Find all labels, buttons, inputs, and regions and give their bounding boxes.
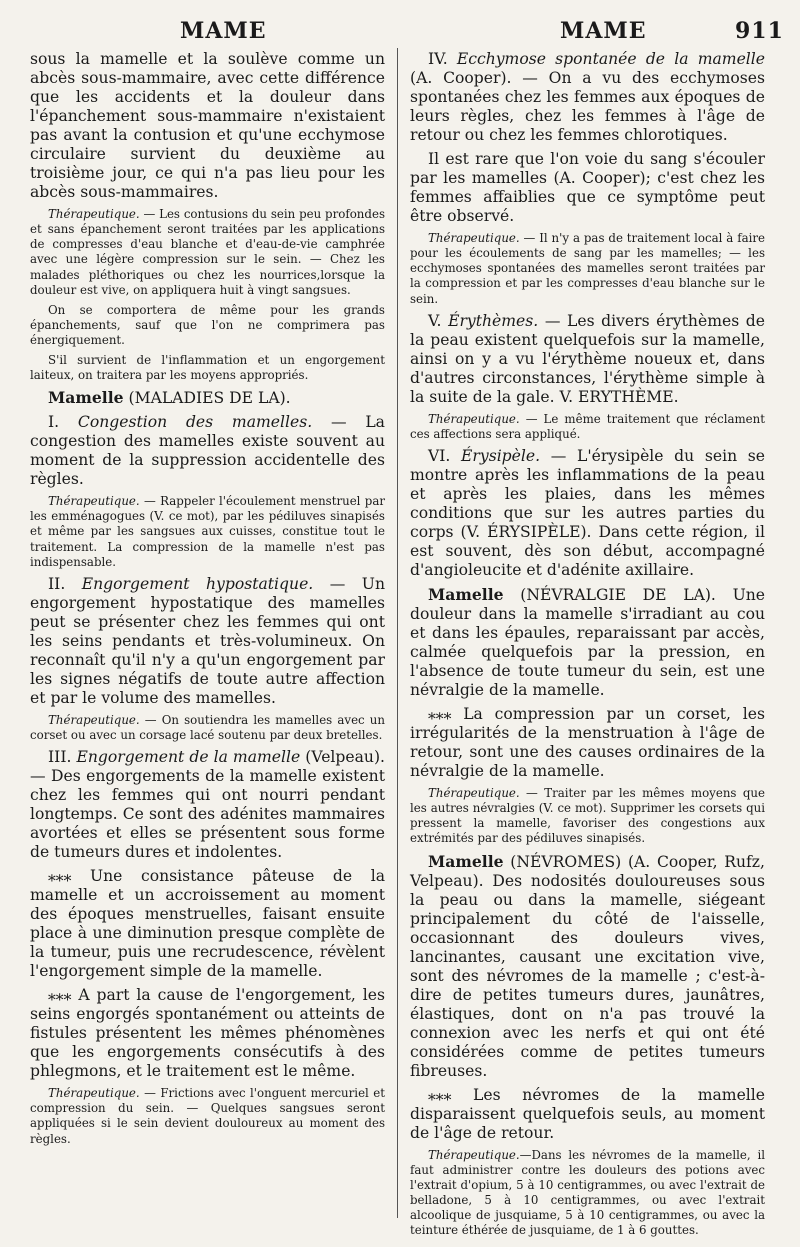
therapeutics-text: —Dans les névromes de la mamelle, il faut administrer contre les douleurs des potions avec l'extrait d'opium, 5 à 10 centigrammes, ou avec l'extrait de belladone, 5 à 10 centigrammes, ou avec l'extrait alcoolique de jusquiame, 5 à 10 centigrammes, ou avec la teinture éthérée de jusquiame, de 1 à 6 gouttes.	[410, 1147, 765, 1238]
therapeutics-paragraph	[410, 1148, 765, 1239]
therapeutics-label: Thérapeutique.	[428, 1147, 520, 1162]
section-text: — L'érysipèle du sein se montre après les inflammations de la peau et après les plaies, dans les mêmes conditions que sur les autres parties du corps (V. ÉRYSIPÈLE). Dans cette région, il est souvent, dès son début, accompagné d'angioleucite et d'adénite axillaire.	[410, 446, 765, 579]
therapeutics-text: — Le même traitement que réclament ces affections sera appliqué.	[410, 411, 765, 441]
therapeutics-label: Thérapeutique.	[48, 1086, 140, 1101]
entry-word: Mamelle	[428, 851, 504, 871]
section-title: Engorgement hypostatique.	[81, 574, 314, 593]
paragraph: Il est rare que l'on voie du sang s'écouler par les mamelles (A. Cooper); c'est chez les femmes affaiblies que ce symptôme peut être observé.	[410, 150, 765, 226]
therapeutics-label: Thérapeutique.	[428, 231, 520, 246]
running-head-right: MAME	[560, 18, 647, 44]
therapeutics-label: Thérapeutique.	[428, 786, 520, 801]
section-number: III.	[48, 748, 72, 766]
paragraph: ⁎⁎⁎ Une consistance pâteuse de la mamelle et un accroissement au moment des époques menstruelles, faisant ensuite place à une diminution presque complète de la tumeur, puis une recrudescence, révèlent l'engorgement simple de la mamelle.	[30, 867, 385, 981]
entry-word: Mamelle	[428, 584, 504, 604]
therapeutics-paragraph	[30, 494, 385, 569]
therapeutics-text: — Il n'y a pas de traitement local à faire pour les écoulements de sang par les mamelles; — les ecchymoses spontanées des mamelles seront traitées par la compression et par les compresses d'eau blanche sur le sein.	[410, 231, 765, 306]
entry-subtitle: (MALADIES DE LA).	[123, 389, 291, 408]
therapeutics-label: Thérapeutique.	[428, 411, 520, 426]
paragraph: ⁎⁎⁎ La compression par un corset, les irrégularités de la menstruation à l'âge de retour, sont une des causes ordinaires de la névralgie de la mamelle.	[410, 705, 765, 781]
section	[30, 748, 385, 862]
paragraph: ⁎⁎⁎ Les névromes de la mamelle disparaissent quelquefois seuls, au moment de l'âge de retour.	[410, 1085, 765, 1142]
paragraph: sous la mamelle et la soulève comme un abcès sous-mammaire, avec cette différence que les accidents et la douleur dans l'épanchement sous-mammaire n'existaient pas avant la contusion et qu'une ecchymose circulaire survient du deuxième au troisième jour, ce qui n'a pas lieu pour les abcès sous-mammaires.	[30, 50, 385, 202]
section-title: Congestion des mamelles.	[77, 413, 313, 432]
therapeutics-text: — Les contusions du sein peu profondes et sans épanchement seront traitées par les applications de compresses d'eau blanche et d'eau-de-vie camphrée avec une légère compression sur le sein. — Chez les malades pléthoriques ou chez les nourrices,lorsque la douleur est vive, on appliquera huit à vingt sangsues.	[30, 207, 385, 297]
section-number: I.	[48, 413, 60, 432]
section-text: (Velpeau). — Des engorgements de la mamelle existent chez les femmes qui ont nourri pendant longtemps. Ce sont des adénites mammaires avortées et elles se présentent sous forme de tumeurs dures et indolentes.	[30, 748, 386, 862]
therapeutics-text: — On soutiendra les mamelles avec un corset ou avec un corsage lacé soutenu par deux bretelles.	[30, 712, 385, 742]
therapeutics-label: Thérapeutique.	[48, 712, 140, 727]
section-text: (A. Cooper). — On a vu des ecchymoses spontanées chez les femmes aux époques de leurs règles, chez les femmes à l'âge de retour ou chez les femmes chlorotiques.	[410, 69, 765, 145]
paragraph: ⁎⁎⁎ A part la cause de l'engorgement, les seins engorgés spontanément ou atteints de fistules présentent les mêmes phénomènes que les engorgements consécutifs à des phlegmons, et le traitement est le même.	[30, 986, 385, 1081]
therapeutics-label: Thérapeutique.	[48, 207, 140, 222]
entry-paragraph	[410, 852, 765, 1081]
section	[410, 312, 765, 407]
entry-paragraph	[410, 585, 765, 700]
section-text: — Un engorgement hypostatique des mamelles peut se présenter chez les femmes qui ont les seins pendants et très-volumineux. On reconnaît qu'il n'y a qu'un engorgement par les signes négatifs de toute autre affection et par le volume des mamelles.	[30, 574, 385, 707]
section	[30, 575, 385, 708]
entry-subtitle: (NÉVROMES)	[503, 852, 622, 871]
therapeutics-paragraph	[410, 786, 765, 846]
therapeutics-label: Thérapeutique.	[48, 494, 140, 509]
section-text: — Les divers érythèmes de la peau existent quelquefois sur la mamelle, ainsi on y a vu l'érythème noueux et, dans d'autres circonstances, l'érythème simple à la suite de la gale. V. ERYTHÈME.	[410, 311, 765, 406]
section-number: VI.	[428, 446, 451, 465]
section-text: — La congestion des mamelles existe souvent au moment de la suppression accidentelle des règles.	[30, 413, 385, 489]
section	[410, 447, 765, 580]
section-number: II.	[48, 574, 66, 593]
therapeutics-text: — Traiter par les mêmes moyens que les autres névralgies (V. ce mot). Supprimer les corsets qui pressent la mamelle, favoriser des congestions aux extrémités par des pédiluves sinapisés.	[410, 786, 765, 846]
paragraph: S'il survient de l'inflammation et un engorgement laiteux, on traitera par les moyens appropriés.	[30, 352, 385, 383]
entry-heading	[30, 388, 385, 408]
paragraph: On se comportera de même pour les grands épanchements, sauf que l'on ne comprimera pas énergiquement.	[30, 302, 385, 347]
therapeutics-text: — Rappeler l'écoulement menstruel par les emménagogues (V. ce mot), par les pédiluves sinapisés et même par les sangsues aux cuisses, constitue tout le traitement. La compression de la mamelle n'est pas indispensable.	[30, 494, 385, 569]
section	[30, 413, 385, 489]
section-title: Érythèmes.	[448, 311, 539, 330]
therapeutics-paragraph	[30, 207, 385, 298]
therapeutics-paragraph	[30, 1086, 385, 1146]
entry-text: Une douleur dans la mamelle s'irradiant au cou et dans les épaules, reparaissant par accès, calmée quelquefois par la pression, en l'absence de toute tumeur du sein, est une névralgie de la mamelle.	[410, 585, 765, 700]
therapeutics-paragraph	[410, 231, 765, 306]
right-column	[410, 50, 765, 1243]
section	[410, 50, 765, 145]
entry-subtitle: (NÉVRALGIE DE LA).	[503, 585, 716, 604]
therapeutics-paragraph	[30, 713, 385, 743]
section-title: Engorgement de la mamelle	[76, 748, 301, 766]
section-title: Ecchymose spontanée de la mamelle	[456, 50, 765, 68]
therapeutics-text: — Frictions avec l'onguent mercuriel et compression du sein. — Quelques sangsues seront appliquées si le sein devient douloureux au moment des règles.	[30, 1086, 385, 1146]
page-number: 911	[735, 18, 784, 44]
section-number: V.	[428, 311, 442, 330]
section-title: Érysipèle.	[461, 446, 541, 465]
therapeutics-paragraph	[410, 412, 765, 442]
left-column	[30, 50, 385, 1152]
running-head-left: MAME	[180, 18, 267, 44]
entry-word: Mamelle	[48, 388, 124, 408]
section-number: IV.	[428, 50, 448, 68]
column-divider	[397, 48, 398, 1218]
entry-text: (A. Cooper, Rufz, Velpeau). Des nodosités douloureuses sous la peau ou dans la mamelle, siégeant principalement du côté de l'aisselle, occasionnant des douleurs vives, lancinantes, causant une excitation vive, sont des névromes de la mamelle ; c'est-à-dire de petites tumeurs dures, jaunâtres, élastiques, dont on n'a pas trouvé la connexion avec les nerfs et qui ont été considérées comme de petites tumeurs fibreuses.	[410, 852, 765, 1080]
